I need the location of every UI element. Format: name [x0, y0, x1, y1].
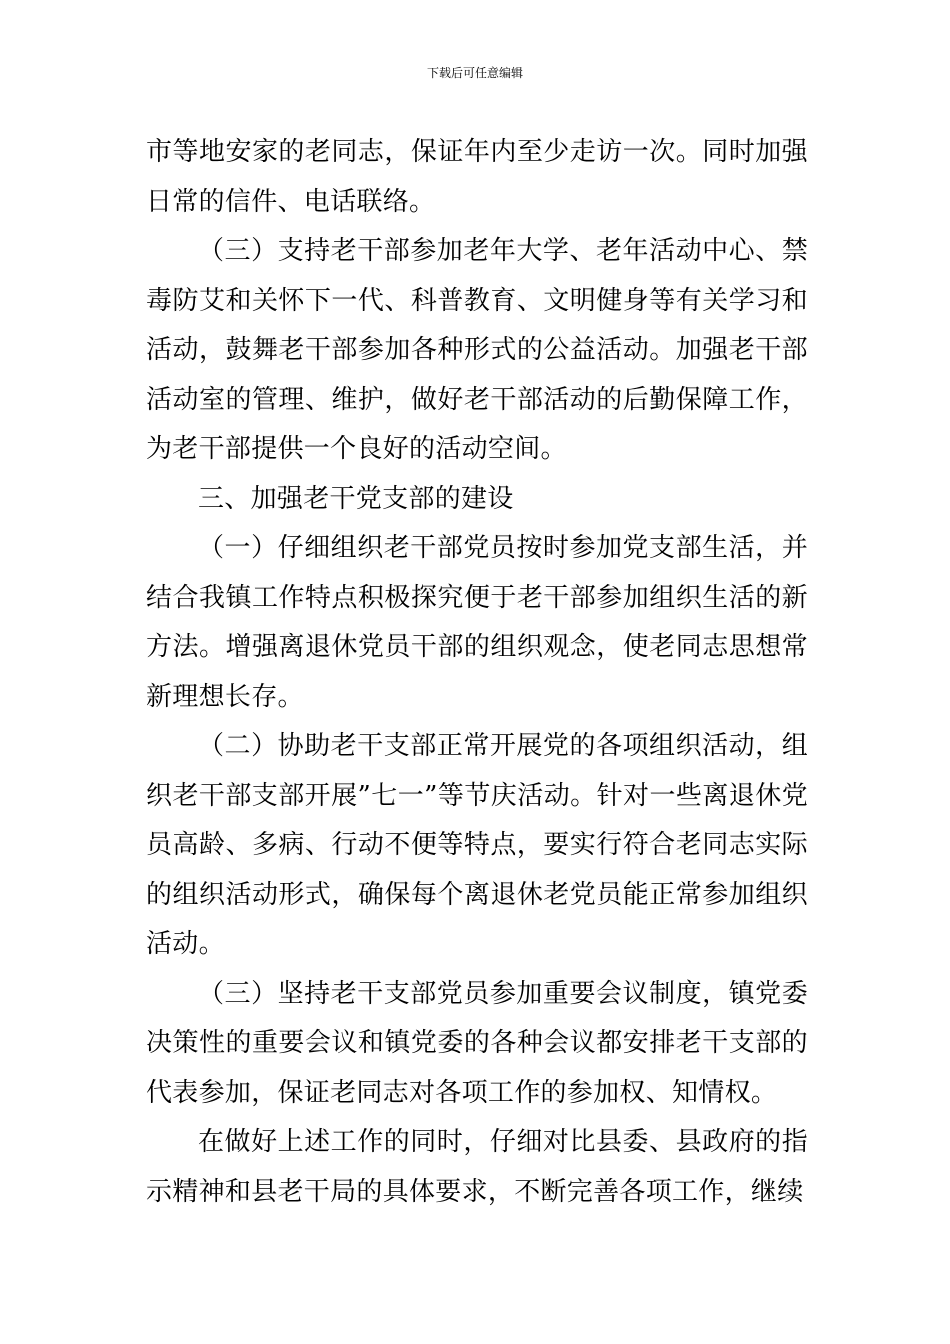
- paragraph-4: （一）仔细组织老干部党员按时参加党支部生活，并结合我镇工作特点积极探究便于老干部参加组织生活的新方法。增强离退休党员干部的组织观念，使老同志思想常新理想长存。: [146, 533, 808, 712]
- document-body: [146, 128, 808, 1217]
- section-heading: 三、加强老干党支部的建设: [198, 483, 514, 514]
- page-header: 下载后可任意编辑: [426, 66, 523, 80]
- paragraph-2: （三）支持老干部参加老年大学、老年活动中心、禁毒防艾和关怀下一代、科普教育、文明健身等有关学习和活动，鼓舞老干部参加各种形式的公益活动。加强老干部活动室的管理、维护，做好老干部活动的后勤保障工作，为老干部提供一个良好的活动空间。: [146, 236, 808, 464]
- paragraph-5: （二）协助老干支部正常开展党的各项组织活动，组织老干部支部开展”七一”等节庆活动。针对一些离退休党员高龄、多病、行动不便等特点，要实行符合老同志实际的组织活动形式，确保每个离退休老党员能正常参加组织活动。: [146, 731, 808, 959]
- paragraph-1: 市等地安家的老同志，保证年内至少走访一次。同时加强日常的信件、电话联络。: [146, 137, 808, 217]
- paragraph-6: （三）坚持老干支部党员参加重要会议制度，镇党委决策性的重要会议和镇党委的各种会议都安排老干支部的代表参加，保证老同志对各项工作的参加权、知情权。: [146, 978, 808, 1108]
- paragraph-7: 在做好上述工作的同时，仔细对比县委、县政府的指示精神和县老干局的具体要求，不断完善各项工作，继续: [146, 1127, 808, 1207]
